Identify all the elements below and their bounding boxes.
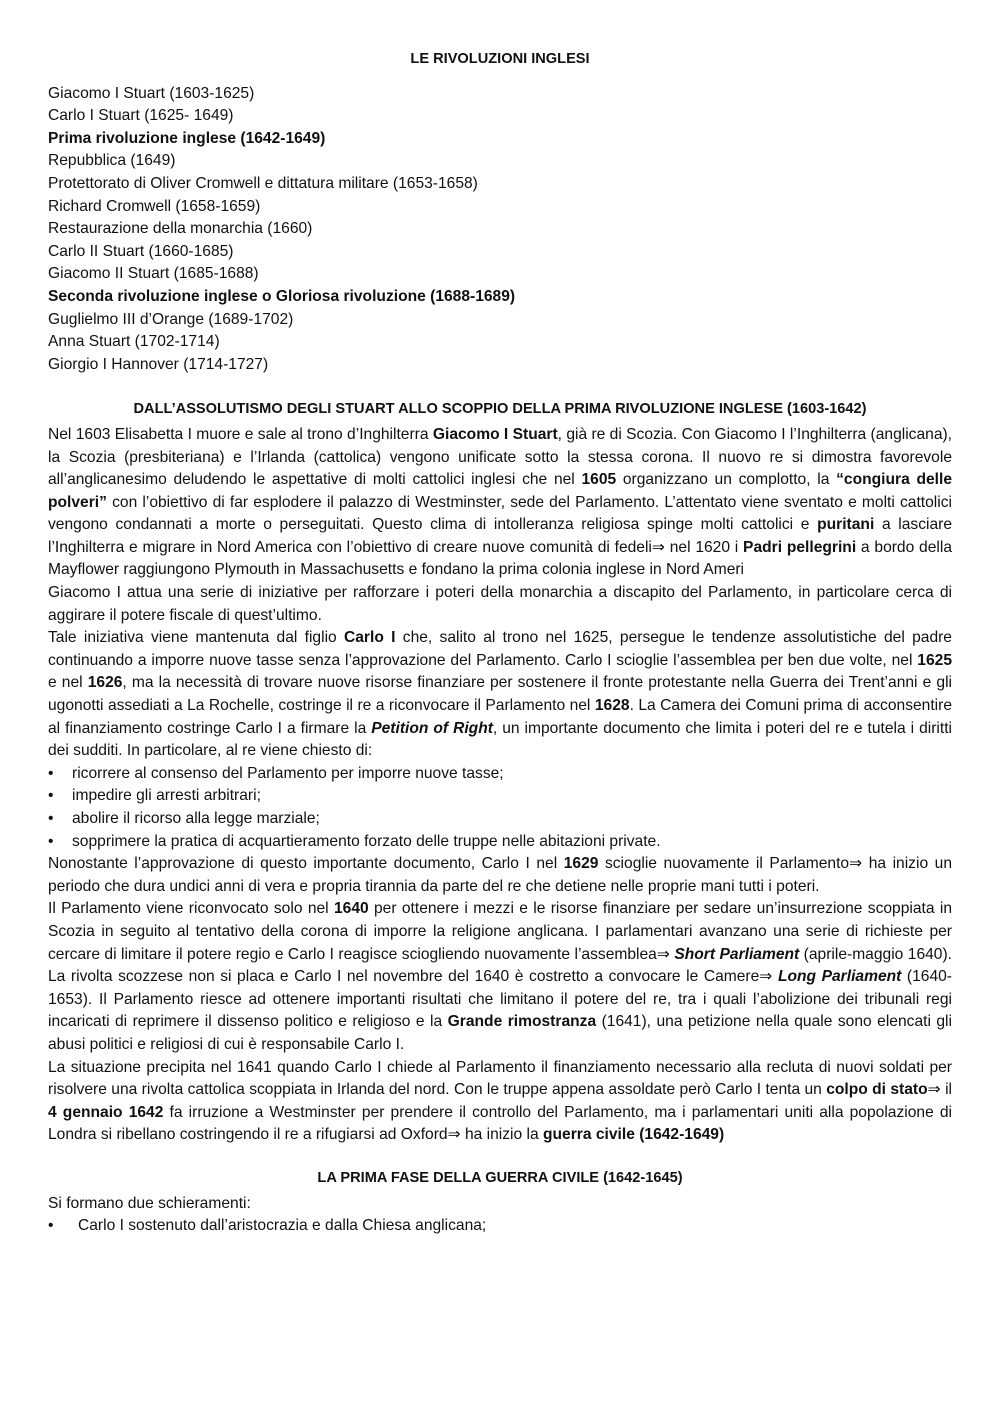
timeline-item: Richard Cromwell (1658-1659) bbox=[48, 197, 261, 215]
timeline-item: Prima rivoluzione inglese (1642-1649) bbox=[48, 129, 326, 147]
timeline-item: Carlo I Stuart (1625- 1649) bbox=[48, 107, 234, 125]
bullet-list bbox=[48, 1215, 952, 1238]
paragraph: Nonostante l’approvazione di questo importante documento, Carlo I nel 1629 scioglie nuovamente il Parlamento⇒ ha inizio un periodo che dura undici anni di vera e propria tirannia da parte del re che detiene nelle proprie mani tutti i poteri. bbox=[48, 855, 952, 895]
list-item: • impedire gli arresti arbitrari; bbox=[48, 785, 952, 808]
timeline-item: Guglielmo III d’Orange (1689-1702) bbox=[48, 310, 294, 328]
list-item: • ricorrere al consenso del Parlamento per imporre nuove tasse; bbox=[48, 763, 952, 786]
timeline-item: Giacomo I Stuart (1603-1625) bbox=[48, 84, 255, 102]
paragraph: Giacomo I attua una serie di iniziative per rafforzare i poteri della monarchia a discapito del Parlamento, in particolare cerca di aggirare il potere fiscale di quest’ultimo. bbox=[48, 584, 952, 624]
document-title: LE RIVOLUZIONI INGLESI bbox=[410, 51, 590, 67]
section-heading: LA PRIMA FASE DELLA GUERRA CIVILE (1642-1645) bbox=[317, 1169, 683, 1186]
timeline-item: Giacomo II Stuart (1685-1688) bbox=[48, 265, 259, 283]
paragraph: La situazione precipita nel 1641 quando Carlo I chiede al Parlamento il finanziamento necessario alla recluta di nuovi soldati per risolvere una rivolta cattolica scoppiata in Irlanda del nord. Con le truppe appena assoldate però Carlo I tenta un colpo di stato⇒ il 4 gennaio 1642 fa irruzione a Westminster per prendere il controllo del Parlamento, ma i parlamentari uniti alla popolazione di Londra si ribellano costringendo il re a rifugiarsi ad Oxford⇒ ha inizio la guerra civile (1642-1649) bbox=[48, 1058, 953, 1144]
list-item: • abolire il ricorso alla legge marziale; bbox=[48, 808, 952, 831]
timeline-item: Repubblica (1649) bbox=[48, 152, 176, 170]
timeline-item: Restaurazione della monarchia (1660) bbox=[48, 220, 313, 238]
section-heading: DALL’ASSOLUTISMO DEGLI STUART ALLO SCOPPIO DELLA PRIMA RIVOLUZIONE INGLESE (1603-1642) bbox=[133, 401, 867, 418]
timeline-item: Anna Stuart (1702-1714) bbox=[48, 333, 220, 351]
timeline-item: Protettorato di Oliver Cromwell e dittatura militare (1653-1658) bbox=[48, 174, 478, 192]
timeline-item: Seconda rivoluzione inglese o Gloriosa rivoluzione (1688-1689) bbox=[48, 287, 516, 305]
timeline-item: Carlo II Stuart (1660-1685) bbox=[48, 242, 234, 260]
paragraph: Tale iniziativa viene mantenuta dal figlio Carlo I che, salito al trono nel 1625, persegue le tendenze assolutistiche del padre continuando a imporre nuove tasse senza l’approvazione del Parlamento. Carlo I scioglie l’assemblea per ben due volte, nel 1625 e nel 1626, ma la necessità di trovare nuove risorse finanziare per sostenere il fronte protestante nella Guerra dei Trent’anni e gli ugonotti assediati a La Rochelle, costringe il re a riconvocare il Parlamento nel 1628. La Camera dei Comuni prima di acconsentire al finanziamento costringe Carlo I a firmare la Petition of Right, un importante documento che limita i poteri del re e tutela i diritti dei sudditi. In particolare, al re viene chiesto di: bbox=[48, 629, 952, 760]
paragraph: Si formano due schieramenti: bbox=[48, 1194, 251, 1212]
timeline-item: Giorgio I Hannover (1714-1727) bbox=[48, 355, 269, 373]
list-item: • Carlo I sostenuto dall’aristocrazia e dalla Chiesa anglicana; bbox=[48, 1215, 952, 1238]
document-page bbox=[48, 48, 952, 1238]
paragraph: Il Parlamento viene riconvocato solo nel 1640 per ottenere i mezzi e le risorse finanziare per sedare un’insurrezione scoppiata in Scozia in seguito al tentativo della corona di imporre la religione anglicana. I parlamentari avanzano una serie di richieste per cercare di limitare il potere regio e Carlo I reagisce sciogliendo nuovamente l’assemblea⇒ Short Parliament (aprile-maggio 1640). La rivolta scozzese non si placa e Carlo I nel novembre del 1640 è costretto a convocare le Camere⇒ Long Parliament (1640-1653). Il Parlamento riesce ad ottenere importanti risultati che limitano il potere del re, tra i quali l’abolizione dei tribunali regi incaricati di reprimere il dissenso politico e religioso e la Grande rimostranza (1641), una petizione nella quale sono elencati gli abusi politici e religiosi di cui è responsabile Carlo I. bbox=[48, 900, 952, 1053]
bullet-list bbox=[48, 763, 952, 853]
paragraph: Nel 1603 Elisabetta I muore e sale al trono d’Inghilterra Giacomo I Stuart, già re di Scozia. Con Giacomo I l’Inghilterra (anglicana), la Scozia (presbiteriana) e l’Irlanda (cattolica) vengono unificate sotto la stessa corona. Il nuovo re si dimostra favorevole all’anglicanesimo deludendo le aspettative di molti cattolici inglesi che nel 1605 organizzano un complotto, la “congiura delle polveri” con l’obiettivo di far esplodere il palazzo di Westminster, sede del Parlamento. L’attentato viene sventato e molti cattolici vengono condannati a morte o perseguitati. Questo clima di intolleranza religiosa spinge molti cattolici e puritani a lasciare l’Inghilterra e migrare in Nord America con l’obiettivo di creare nuove comunità di fedeli⇒ nel 1620 i Padri pellegrini a bordo della Mayflower raggiungono Plymouth in Massachusetts e fondano la prima colonia inglese in Nord Ameri bbox=[48, 425, 953, 579]
list-item: • sopprimere la pratica di acquartieramento forzato delle truppe nelle abitazioni private. bbox=[48, 831, 952, 854]
timeline-list bbox=[48, 83, 952, 377]
